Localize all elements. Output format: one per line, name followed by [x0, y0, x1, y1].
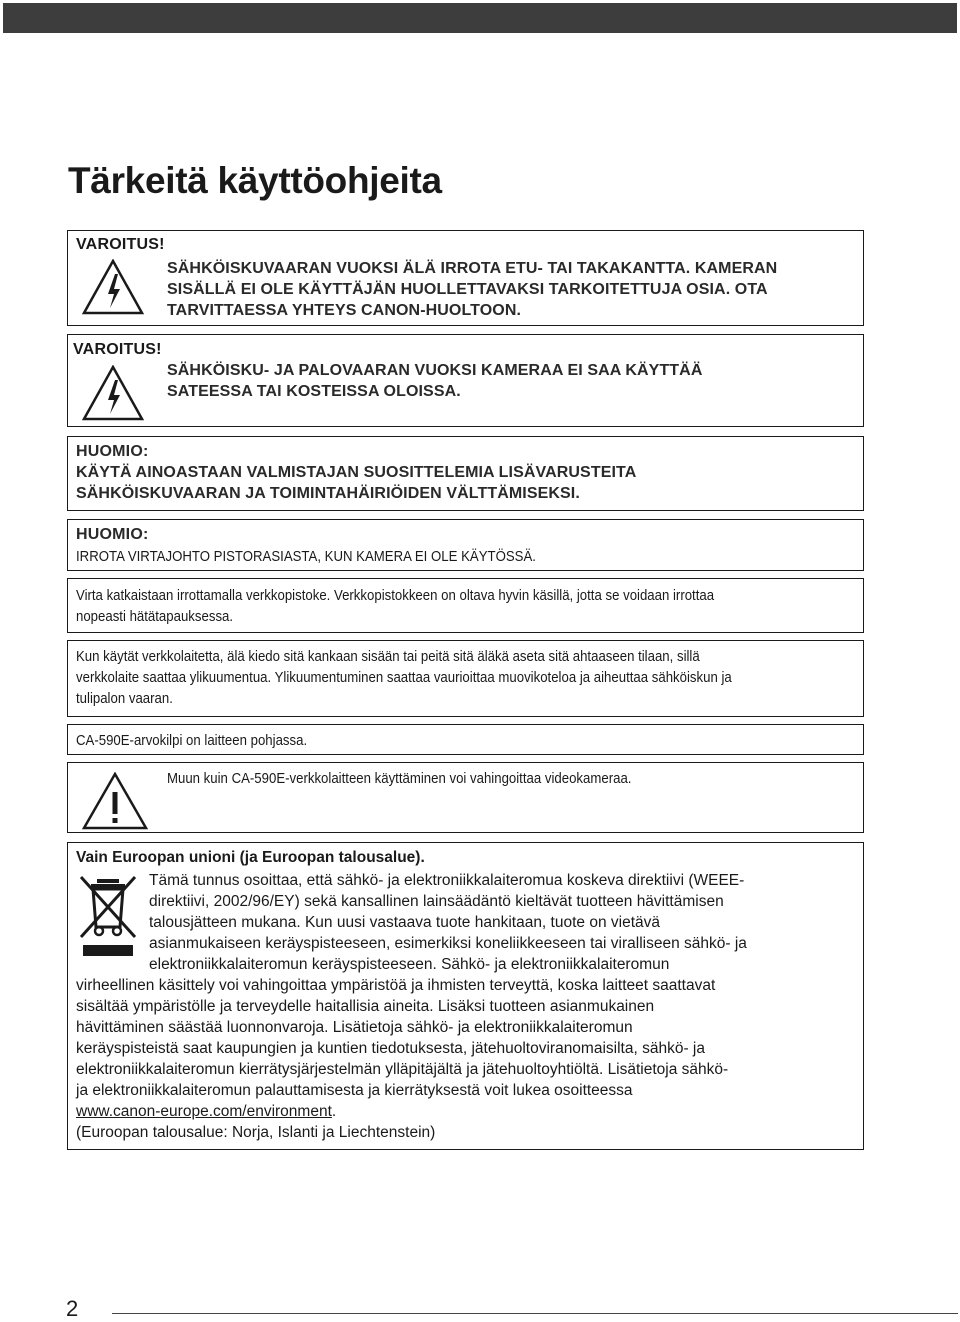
note-text-line: Kun käytät verkkolaitetta, älä kiedo sitä kankaan sisään tai peitä sitä äläkä aseta sitä ahtaaseen tilaan, sillä	[76, 648, 700, 665]
note-box-plug	[67, 578, 864, 633]
top-header-bar	[3, 3, 957, 33]
caution-text-line: SÄHKÖISKUVAARAN JA TOIMINTAHÄIRIÖIDEN VÄLTTÄMISEKSI.	[76, 485, 580, 502]
warning-text-line: SATEESSA TAI KOSTEISSA OLOISSA.	[167, 383, 461, 400]
crossed-out-wheelie-bin-icon	[73, 871, 143, 961]
note-box-other-adapter	[67, 762, 864, 833]
warning-text-line: SISÄLLÄ EI OLE KÄYTTÄJÄN HUOLLETTAVAKSI TARKOITETTUJA OSIA. OTA	[167, 281, 768, 298]
weee-notice-box	[67, 842, 864, 1150]
warning-text-line: SÄHKÖISKU- JA PALOVAARAN VUOKSI KAMERAA EI SAA KÄYTTÄÄ	[167, 362, 703, 379]
note-text-line: verkkolaite saattaa ylikuumentua. Ylikuumentuminen saattaa vaurioittaa muovikoteloa ja aiheuttaa sähköiskun ja	[76, 669, 732, 686]
weee-text-line: sisältää ympäristölle ja terveydelle haitallisia aineita. Lisäksi tuotteen asianmukainen	[76, 998, 655, 1015]
weee-text-line: elektroniikkalaiteromun kierrätysjärjestelmän ylläpitäjältä ja jätehuoltoyhtiöltä. Lisätietoja sähkö-	[76, 1061, 729, 1078]
caution-box-unplug	[67, 519, 864, 571]
weee-text-line: virheellinen käsittely voi vahingoittaa ympäristöä ja ihmisten terveyttä, koska laitteet saattavat	[76, 977, 716, 994]
weee-text-line: Tämä tunnus osoittaa, että sähkö- ja elektroniikkalaiteromua koskeva direktiivi (WEEE-	[149, 872, 745, 889]
link-suffix: .	[331, 1103, 337, 1120]
weee-text-line: asianmukaiseen keräyspisteeseen, esimerkiksi koneliikkeeseen tai viralliseen sähkö- ja	[149, 935, 747, 952]
warning-label: VAROITUS!	[76, 236, 165, 253]
warning-box-moisture	[67, 334, 864, 427]
weee-heading: Vain Euroopan unioni (ja Euroopan talousalue).	[76, 849, 425, 866]
weee-text-line: hävittäminen säästää luonnonvaroja. Lisätietoja sähkö- ja elektroniikkalaiteromun	[76, 1019, 633, 1036]
note-box-rating-plate	[67, 724, 864, 755]
note-box-adapter	[67, 640, 864, 717]
electric-shock-warning-icon	[82, 259, 144, 315]
note-text-line: tulipalon vaaran.	[76, 690, 173, 707]
page-number: 2	[66, 1296, 79, 1321]
footer-rule	[112, 1313, 958, 1314]
environment-link[interactable]: www.canon-europe.com/environment	[76, 1103, 332, 1120]
weee-text-line: direktiivi, 2002/96/EY) sekä kansallinen lainsäädäntö kieltävät tuotteen hävittämisen	[149, 893, 724, 910]
exclamation-warning-icon	[82, 772, 148, 830]
caution-label: HUOMIO:	[76, 443, 149, 460]
weee-text-line: elektroniikkalaiteromun keräyspisteeseen. Sähkö- ja elektroniikkalaiteromun	[149, 956, 670, 973]
page-title: Tärkeitä käyttöohjeita	[68, 160, 442, 201]
weee-link-line	[76, 1101, 336, 1122]
warning-label: VAROITUS!	[73, 341, 162, 358]
caution-text-line: IRROTA VIRTAJOHTO PISTORASIASTA, KUN KAMERA EI OLE KÄYTÖSSÄ.	[76, 548, 536, 565]
weee-text-line: keräyspisteistä saat kaupungien ja kuntien tiedotuksesta, jätehuoltoviranomaisilta, sähkö- ja	[76, 1040, 705, 1057]
weee-footnote: (Euroopan talousalue: Norja, Islanti ja Liechtenstein)	[76, 1124, 436, 1141]
electric-shock-warning-icon	[82, 365, 144, 421]
warning-box-service	[67, 230, 864, 326]
warning-text-line: SÄHKÖISKUVAARAN VUOKSI ÄLÄ IRROTA ETU- TAI TAKAKANTTA. KAMERAN	[167, 260, 778, 277]
caution-text-line: KÄYTÄ AINOASTAAN VALMISTAJAN SUOSITTELEMIA LISÄVARUSTEITA	[76, 464, 637, 481]
weee-text-line: ja elektroniikkalaiteromun palauttamisesta ja kierrätyksestä voit lukea osoitteessa	[76, 1082, 633, 1099]
note-text-line: Muun kuin CA-590E-verkkolaitteen käyttäminen voi vahingoittaa videokameraa.	[167, 770, 632, 787]
warning-text-line: TARVITTAESSA YHTEYS CANON-HUOLTOON.	[167, 302, 522, 319]
caution-box-accessories	[67, 436, 864, 511]
caution-label: HUOMIO:	[76, 526, 149, 543]
weee-text-line: talousjätteen mukana. Kun uusi vastaava tuote hankitaan, tuote on vietävä	[149, 914, 660, 931]
note-text-line: CA-590E-arvokilpi on laitteen pohjassa.	[76, 732, 308, 749]
note-text-line: nopeasti hätätapauksessa.	[76, 608, 234, 625]
note-text-line: Virta katkaistaan irrottamalla verkkopistoke. Verkkopistokkeen on oltava hyvin käsillä, jotta se voidaan irrottaa	[76, 587, 715, 604]
